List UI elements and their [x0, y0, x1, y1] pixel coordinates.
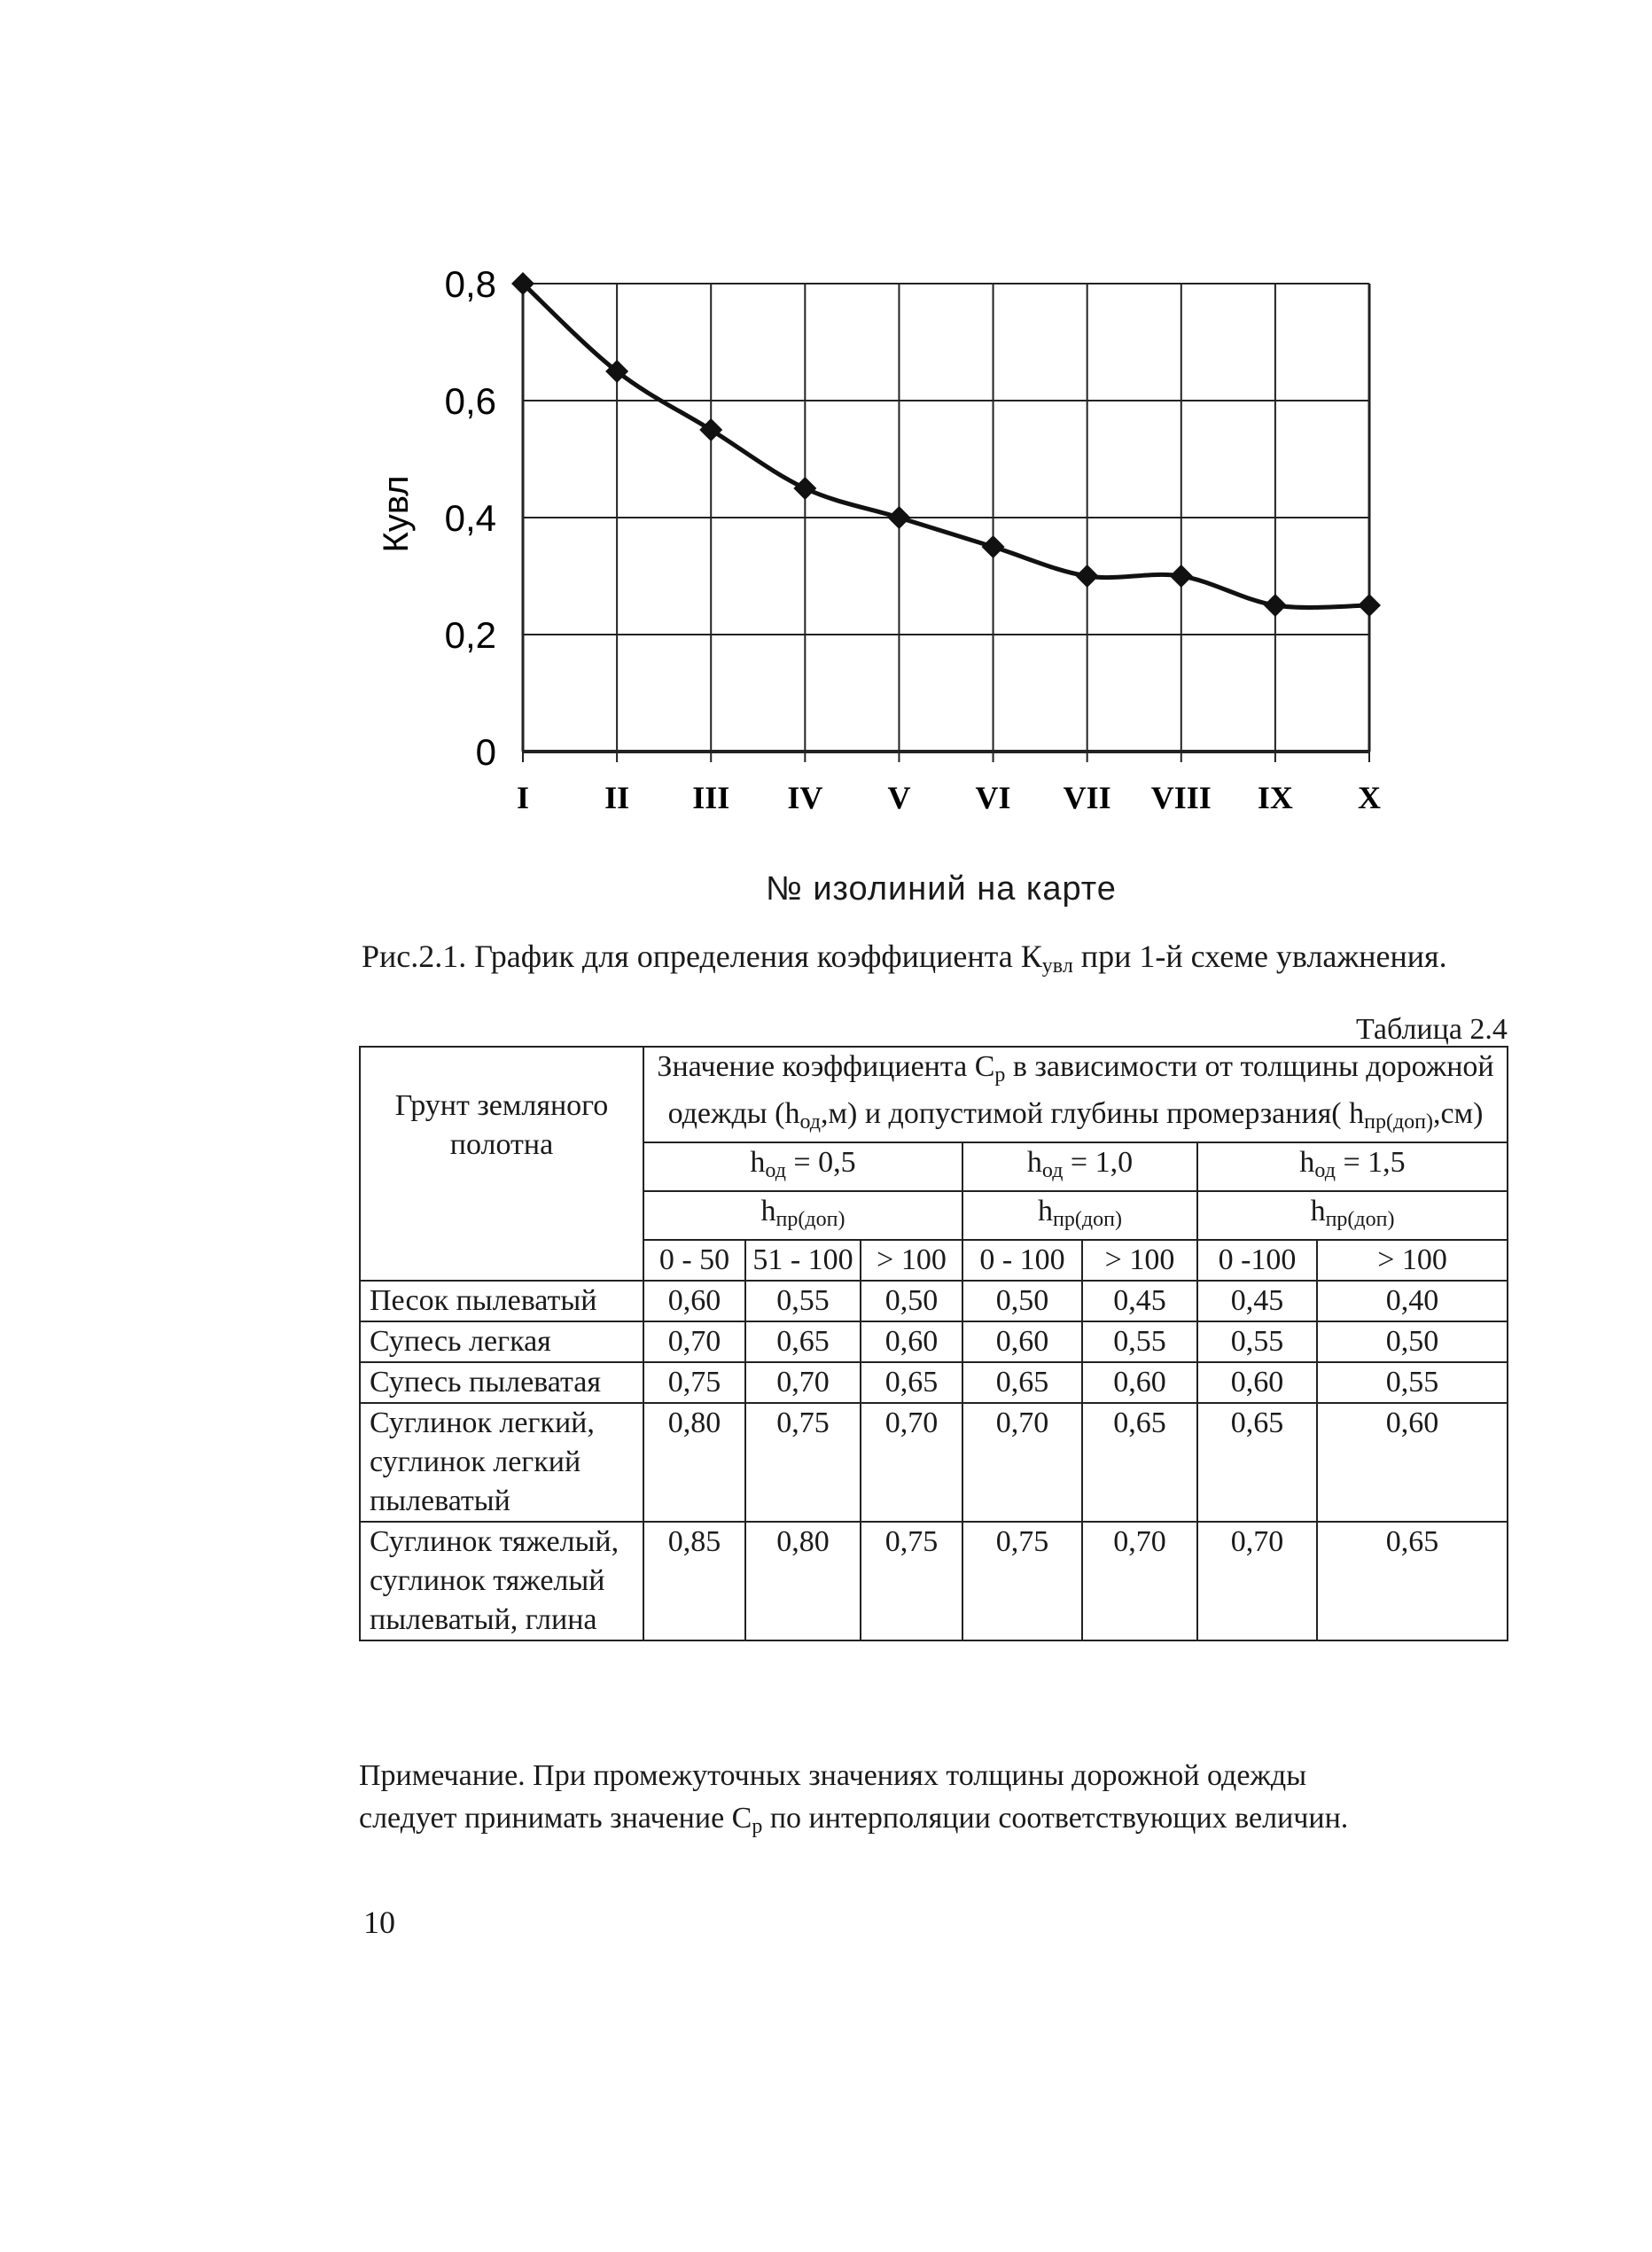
note-line-1: Примечание. При промежуточных значениях толщины дорожной одежды — [359, 1759, 1307, 1792]
data-point-marker — [887, 506, 910, 529]
chart-grid — [523, 284, 1369, 762]
data-point-marker — [1076, 565, 1099, 588]
coefficient-cell: 0,75 — [962, 1522, 1082, 1640]
coefficient-cell: 0,75 — [745, 1403, 861, 1522]
coefficient-cell: 0,60 — [643, 1281, 745, 1321]
coefficient-cell: 0,65 — [861, 1362, 962, 1403]
coefficient-cell: 0,80 — [745, 1522, 861, 1640]
y-tick-label: 0,6 — [444, 380, 496, 422]
coefficient-cell: 0,45 — [1197, 1281, 1317, 1321]
depth-range-header: 0 -100 — [1197, 1240, 1317, 1281]
data-point-marker — [793, 477, 816, 500]
x-tick-label: VIII — [1150, 780, 1212, 815]
coefficient-cell: 0,65 — [1197, 1403, 1317, 1522]
y-tick-label: 0,4 — [444, 497, 496, 539]
y-tick-labels — [445, 263, 496, 773]
depth-range-header: > 100 — [1317, 1240, 1508, 1281]
coefficient-cell: 0,60 — [861, 1321, 962, 1362]
coefficient-cell: 0,60 — [1082, 1362, 1197, 1403]
header-soil: Грунт земляного полотна — [360, 1047, 643, 1281]
coefficient-cell: 0,70 — [745, 1362, 861, 1403]
x-tick-label: IX — [1257, 780, 1293, 815]
depth-range-header: > 100 — [1082, 1240, 1197, 1281]
coefficient-cell: 0,70 — [643, 1321, 745, 1362]
coefficient-cell: 0,60 — [962, 1321, 1082, 1362]
data-points — [511, 272, 1381, 617]
coefficient-cell: 0,40 — [1317, 1281, 1508, 1321]
x-tick-label: X — [1358, 780, 1381, 815]
soil-type-cell: Песок пылеватый — [360, 1281, 643, 1321]
table-row — [360, 1403, 1508, 1522]
x-tick-label: II — [604, 780, 630, 815]
coefficient-cell: 0,75 — [861, 1522, 962, 1640]
coefficient-cell: 0,70 — [1082, 1522, 1197, 1640]
coefficient-table — [359, 1046, 1508, 1641]
coefficient-cell: 0,55 — [1197, 1321, 1317, 1362]
coefficient-cell: 0,75 — [643, 1362, 745, 1403]
table-row — [360, 1522, 1508, 1640]
x-tick-label: IV — [787, 780, 823, 815]
coefficient-cell: 0,65 — [745, 1321, 861, 1362]
data-point-marker — [699, 418, 722, 441]
thickness-group-header: $h_{од} = 1,5$ — [1197, 1142, 1508, 1191]
y-tick-label: 0,2 — [444, 614, 496, 656]
depth-group-header: $h_{пр(доп)}$ — [1197, 1191, 1508, 1240]
header-main: Значение коэффициента $С_р$ в зависимости от толщины дорожной одежды $(h_{од},м)$ и допустимой глубины промерзания( $h_{пр(доп)},см$) — [643, 1047, 1508, 1142]
x-tick-label: VII — [1063, 780, 1111, 815]
figure-caption: Рис.2.1. График для определения коэффициента $К_{увл}$ при 1-й схеме увлажнения. — [362, 939, 1447, 978]
table-row — [360, 1281, 1508, 1321]
coefficient-cell: 0,50 — [962, 1281, 1082, 1321]
soil-type-cell: Суглинок легкий, суглинок легкий пылеватый — [360, 1403, 643, 1522]
coefficient-cell: 0,45 — [1082, 1281, 1197, 1321]
coefficient-cell: 0,55 — [1317, 1362, 1508, 1403]
y-tick-label: 0 — [475, 731, 496, 773]
table-body — [360, 1281, 1508, 1640]
x-axis-label: № изолиний на карте — [766, 870, 1117, 908]
coefficient-cell: 0,60 — [1317, 1403, 1508, 1522]
chart — [0, 0, 1652, 922]
depth-range-header: 0 - 50 — [643, 1240, 745, 1281]
coefficient-cell: 0,60 — [1197, 1362, 1317, 1403]
coefficient-cell: 0,65 — [962, 1362, 1082, 1403]
coefficient-cell: 0,55 — [745, 1281, 861, 1321]
depth-range-header: 0 - 100 — [962, 1240, 1082, 1281]
coefficient-cell: 0,50 — [1317, 1321, 1508, 1362]
coefficient-cell: 0,70 — [861, 1403, 962, 1522]
page-number: 10 — [363, 1905, 395, 1940]
thickness-group-header: $h_{од} = 1,0$ — [962, 1142, 1197, 1191]
data-point-marker — [1358, 594, 1381, 617]
data-point-marker — [1264, 594, 1287, 617]
y-axis-label: Кувл — [377, 475, 416, 553]
trend-line — [523, 284, 1369, 607]
depth-range-header: 51 - 100 — [745, 1240, 861, 1281]
coefficient-cell: 0,70 — [962, 1403, 1082, 1522]
soil-type-cell: Суглинок тяжелый, суглинок тяжелый пылеватый, глина — [360, 1522, 643, 1640]
depth-group-header: $h_{пр(доп)}$ — [643, 1191, 962, 1240]
table-row — [360, 1362, 1508, 1403]
coefficient-cell: 0,55 — [1082, 1321, 1197, 1362]
x-tick-label: V — [887, 780, 911, 815]
data-point-marker — [1170, 565, 1193, 588]
x-tick-label: VI — [975, 780, 1011, 815]
coefficient-cell: 0,70 — [1197, 1522, 1317, 1640]
table-row — [360, 1321, 1508, 1362]
depth-range-header: > 100 — [861, 1240, 962, 1281]
coefficient-cell: 0,50 — [861, 1281, 962, 1321]
x-tick-labels — [517, 780, 1381, 815]
thickness-group-header: $h_{од} = 0,5$ — [643, 1142, 962, 1191]
x-tick-label: I — [516, 780, 530, 815]
note-line-2: следует принимать значение $С_р$ по интерполяции соответствующих величин. — [359, 1802, 1349, 1838]
coefficient-cell: 0,80 — [643, 1403, 745, 1522]
coefficient-cell: 0,65 — [1317, 1522, 1508, 1640]
soil-type-cell: Супесь пылеватая — [360, 1362, 643, 1403]
x-tick-label: III — [692, 780, 730, 815]
soil-type-cell: Супесь легкая — [360, 1321, 643, 1362]
data-point-marker — [982, 535, 1005, 558]
depth-group-header: $h_{пр(доп)}$ — [962, 1191, 1197, 1240]
note — [359, 1755, 1507, 1848]
coefficient-cell: 0,85 — [643, 1522, 745, 1640]
y-tick-label: 0,8 — [444, 263, 496, 305]
table-label: Таблица 2.4 — [1356, 1013, 1508, 1046]
coefficient-cell: 0,65 — [1082, 1403, 1197, 1522]
